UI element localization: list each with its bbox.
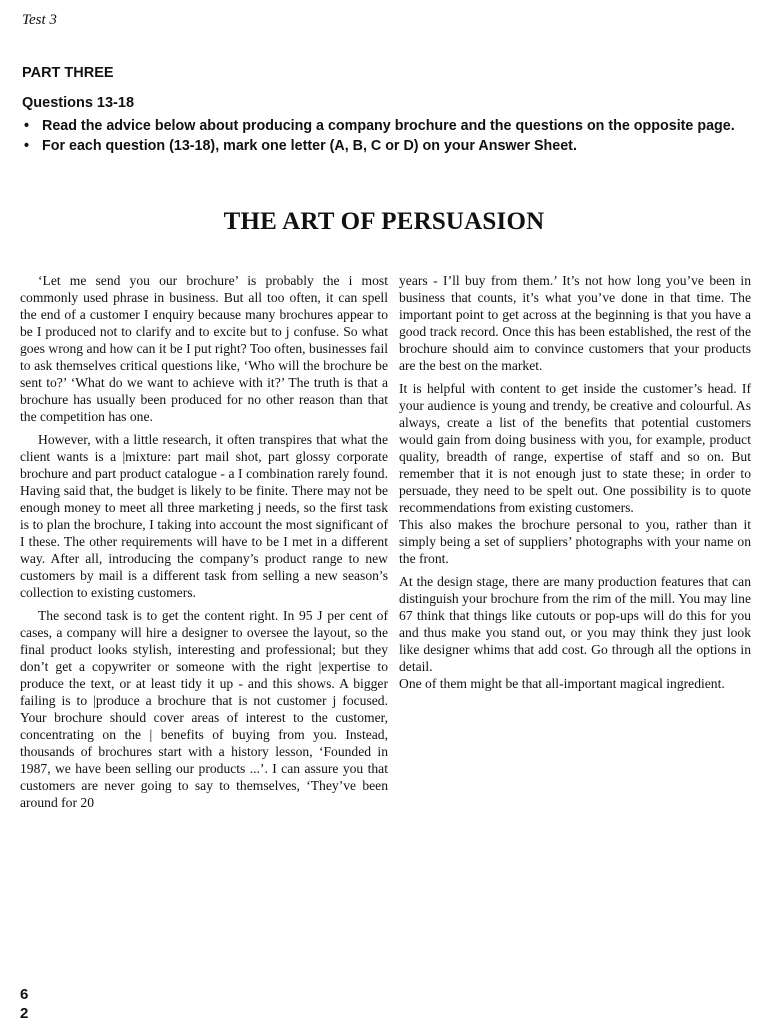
article-paragraph: The second task is to get the content right. In 95 J per cent of cases, a company will hire a designer to oversee the layout, so the final product looks stylish, interesting and professional; but they don’t get a copywriter or someone with the right |expertise to produce the text, or at least tidy it up - and this shows. A bigger failing is to |produce a brochure that is not customer j focused. Your brochure should cover areas of interest to the customer, concentrating on the | benefits of buying from you. Instead, thousands of brochures start with a history lesson, ‘Founded in 1987, we have been selling our products ...’. I can assure you that customers are never going to say to themselves, ‘They’ve been around for 20 [20,608,388,810]
page-number-digit: 2 [20,1005,29,1022]
page-number [20,985,28,1023]
article-paragraph: ‘Let me send you our brochure’ is probably the i most commonly used phrase in business. But all too often, it can spell the end of a customer I enquiry because many brochures appear to be I produced not to clarify and to excite but to j confuse. So what goes wrong and how can it be I put right? Too often, businesses fail to ask themselves critical questions like, ‘Who will the brochure be sent to?’ ‘What do we want to achieve with it?’ The truth is that a brochure has usually been produced for no other reason than that the competition has one. [20,273,388,424]
article-paragraph: years - I’ll buy from them.’ It’s not how long you’ve been in business that counts, it’s what you’ve done in that time. The important point to get across at the beginning is that you have a good track record. Once this has been established, the rest of the brochure should aim to convince customers that your products are the best on the market. [399,273,751,373]
questions-title: Questions 13-18 [22,95,135,111]
part-title: PART THREE [22,65,114,81]
article-paragraph: It is helpful with content to get inside the customer’s head. If your audience is young and trendy, be creative and colourful. As always, create a list of the benefits that potential customers would gain from doing business with you, for example, product quality, breadth of range, expertise of staff and so on. But remember that it is not enough just to state these; in order to persuade, they need to be spelt out. One possibility is to quote recommendations from existing customers. [399,381,751,515]
article-paragraph: At the design stage, there are many production features that can distinguish your brochure from the rim of the mill. You may line 67 think that things like cutouts or pop-ups will do this for you and thus make you stand out, or you may think they just look like designer whims that add cost. Go through all the options in detail. [399,574,751,674]
test-label: Test 3 [22,12,57,28]
instructions-list [22,116,742,156]
article-right-column [399,272,751,698]
instruction-item: • Read the advice below about producing a company brochure and the questions on the opposite page. [22,116,742,136]
instruction-item: • For each question (13-18), mark one letter (A, B, C or D) on your Answer Sheet. [22,136,742,156]
article-left-column [20,272,388,817]
article-title: THE ART OF PERSUASION [223,208,545,235]
article-paragraph: However, with a little research, it often transpires that what the client wants is a |mixture: part mail shot, part glossy corporate brochure and part product catalogue - a I combination rarely found. Having said that, the budget is likely to be finite. There may not be enough money to meet all three marketing j needs, so the first task is to plan the brochure, I taking into account the most significant of I these. The other requirements will have to be I met in a different way. After all, introducing the company’s product range to new customers by mail is a different task from selling a new season’s collection to existing customers. [20,432,388,600]
article-paragraph: This also makes the brochure personal to you, rather than it simply being a set of suppliers’ photographs with your name on the front. [399,517,751,566]
article-paragraph: One of them might be that all-important magical ingredient. [399,676,725,691]
page-number-digit: 6 [20,986,29,1003]
